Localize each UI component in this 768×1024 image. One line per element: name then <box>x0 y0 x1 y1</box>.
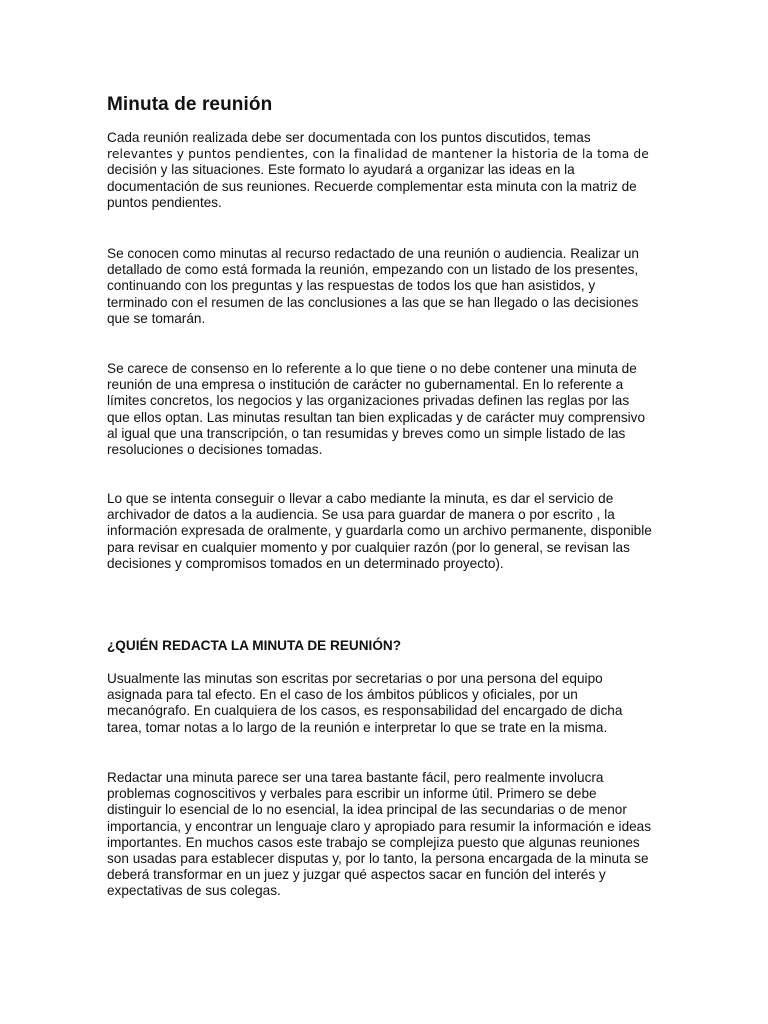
paragraph-line: tarea, tomar notas a lo largo de la reunión e interpretar lo que se trate en la misma. <box>107 719 608 735</box>
paragraph-line: terminado con el resumen de las conclusiones a las que se han llegado o las decisiones <box>107 294 639 310</box>
paragraph-line: Se conocen como minutas al recurso redactado de una reunión o audiencia. Realizar un <box>107 246 639 261</box>
paragraph-line: que se tomarán. <box>107 310 206 326</box>
paragraph-line: información expresada de oralmente, y guardarla como un archivo permanente, disponible <box>107 523 652 539</box>
paragraph-line: documentación de sus reuniones. Recuerde complementar esta minuta con la matriz de <box>107 178 637 194</box>
paragraph-line: expectativas de sus colegas. <box>107 883 281 899</box>
paragraph-line: relevantes y puntos pendientes, con la finalidad de mantener la historia de la toma de <box>107 147 649 162</box>
paragraph-line: Usualmente las minutas son escritas por secretarias o por una persona del equipo <box>107 671 603 686</box>
paragraph-line: Lo que se intenta conseguir o llevar a cabo mediante la minuta, es dar el servicio de <box>107 491 614 506</box>
paragraph-5 <box>107 671 647 736</box>
document-title: Minuta de reunión <box>107 94 273 115</box>
paragraph-3 <box>107 361 647 458</box>
paragraph-line: archivador de datos a la audiencia. Se usa para guardar de manera o por escrito , la <box>107 507 615 523</box>
paragraph-line: distinguir lo esencial de lo no esencial, la idea principal de las secundarias o de menor <box>107 802 627 818</box>
paragraph-line: problemas cognoscitivos y verbales para escribir un informe útil. Primero se debe <box>107 786 597 802</box>
paragraph-line: al igual que una transcripción, o tan resumidas y breves como un simple listado de las <box>107 425 626 441</box>
paragraph-line: decisiones y compromisos tomados en un determinado proyecto). <box>107 555 504 571</box>
paragraph-line: reunión de una empresa o institución de carácter no gubernamental. En lo referente a <box>107 377 624 393</box>
paragraph-line: para revisar en cualquier momento y por cualquier razón (por lo general, se revisan las <box>107 539 630 555</box>
paragraph-line: resoluciones o decisiones tomadas. <box>107 442 323 458</box>
paragraph-line: importancia, y encontrar un lenguaje claro y apropiado para resumir la información e ideas <box>107 818 652 834</box>
paragraph-line: Redactar una minuta parece ser una tarea bastante fácil, pero realmente involucra <box>107 770 604 785</box>
paragraph-line: que ellos optan. Las minutas resultan tan bien explicadas y de carácter muy comprensivo <box>107 409 646 425</box>
paragraph-line: límites concretos, los negocios y las organizaciones privadas definen las reglas por las <box>107 393 630 409</box>
paragraph-4 <box>107 491 652 572</box>
paragraph-line: Se carece de consenso en lo referente a lo que tiene o no debe contener una minuta de <box>107 361 637 376</box>
paragraph-line: continuando con los preguntas y las respuestas de todos los que han asistidos, y <box>107 278 596 294</box>
paragraph-line: mecanógrafo. En cualquiera de los casos, es responsabilidad del encargado de dicha <box>107 703 623 719</box>
intro-paragraph <box>107 130 647 211</box>
paragraph-line: puntos pendientes. <box>107 194 222 210</box>
paragraph-6 <box>107 770 652 900</box>
section-heading: ¿QUIÉN REDACTA LA MINUTA DE REUNIÓN? <box>107 638 402 653</box>
paragraph-line: detallado de como está formada la reunión, empezando con un listado de los presentes, <box>107 262 639 278</box>
paragraph-line: importantes. En muchos casos este trabajo se complejiza puesto que algunas reuniones <box>107 834 640 850</box>
paragraph-line: son usadas para establecer disputas y, por lo tanto, la persona encargada de la minuta se <box>107 851 649 867</box>
paragraph-line: decisión y las situaciones. Este formato lo ayudará a organizar las ideas en la <box>107 162 575 178</box>
paragraph-line: asignada para tal efecto. En el caso de los ámbitos públicos y oficiales, por un <box>107 687 578 703</box>
paragraph-line: Cada reunión realizada debe ser documentada con los puntos discutidos, temas <box>107 130 591 145</box>
paragraph-2 <box>107 246 647 327</box>
paragraph-line: deberá transformar en un juez y juzgar qué aspectos sacar en función del interés y <box>107 867 606 883</box>
